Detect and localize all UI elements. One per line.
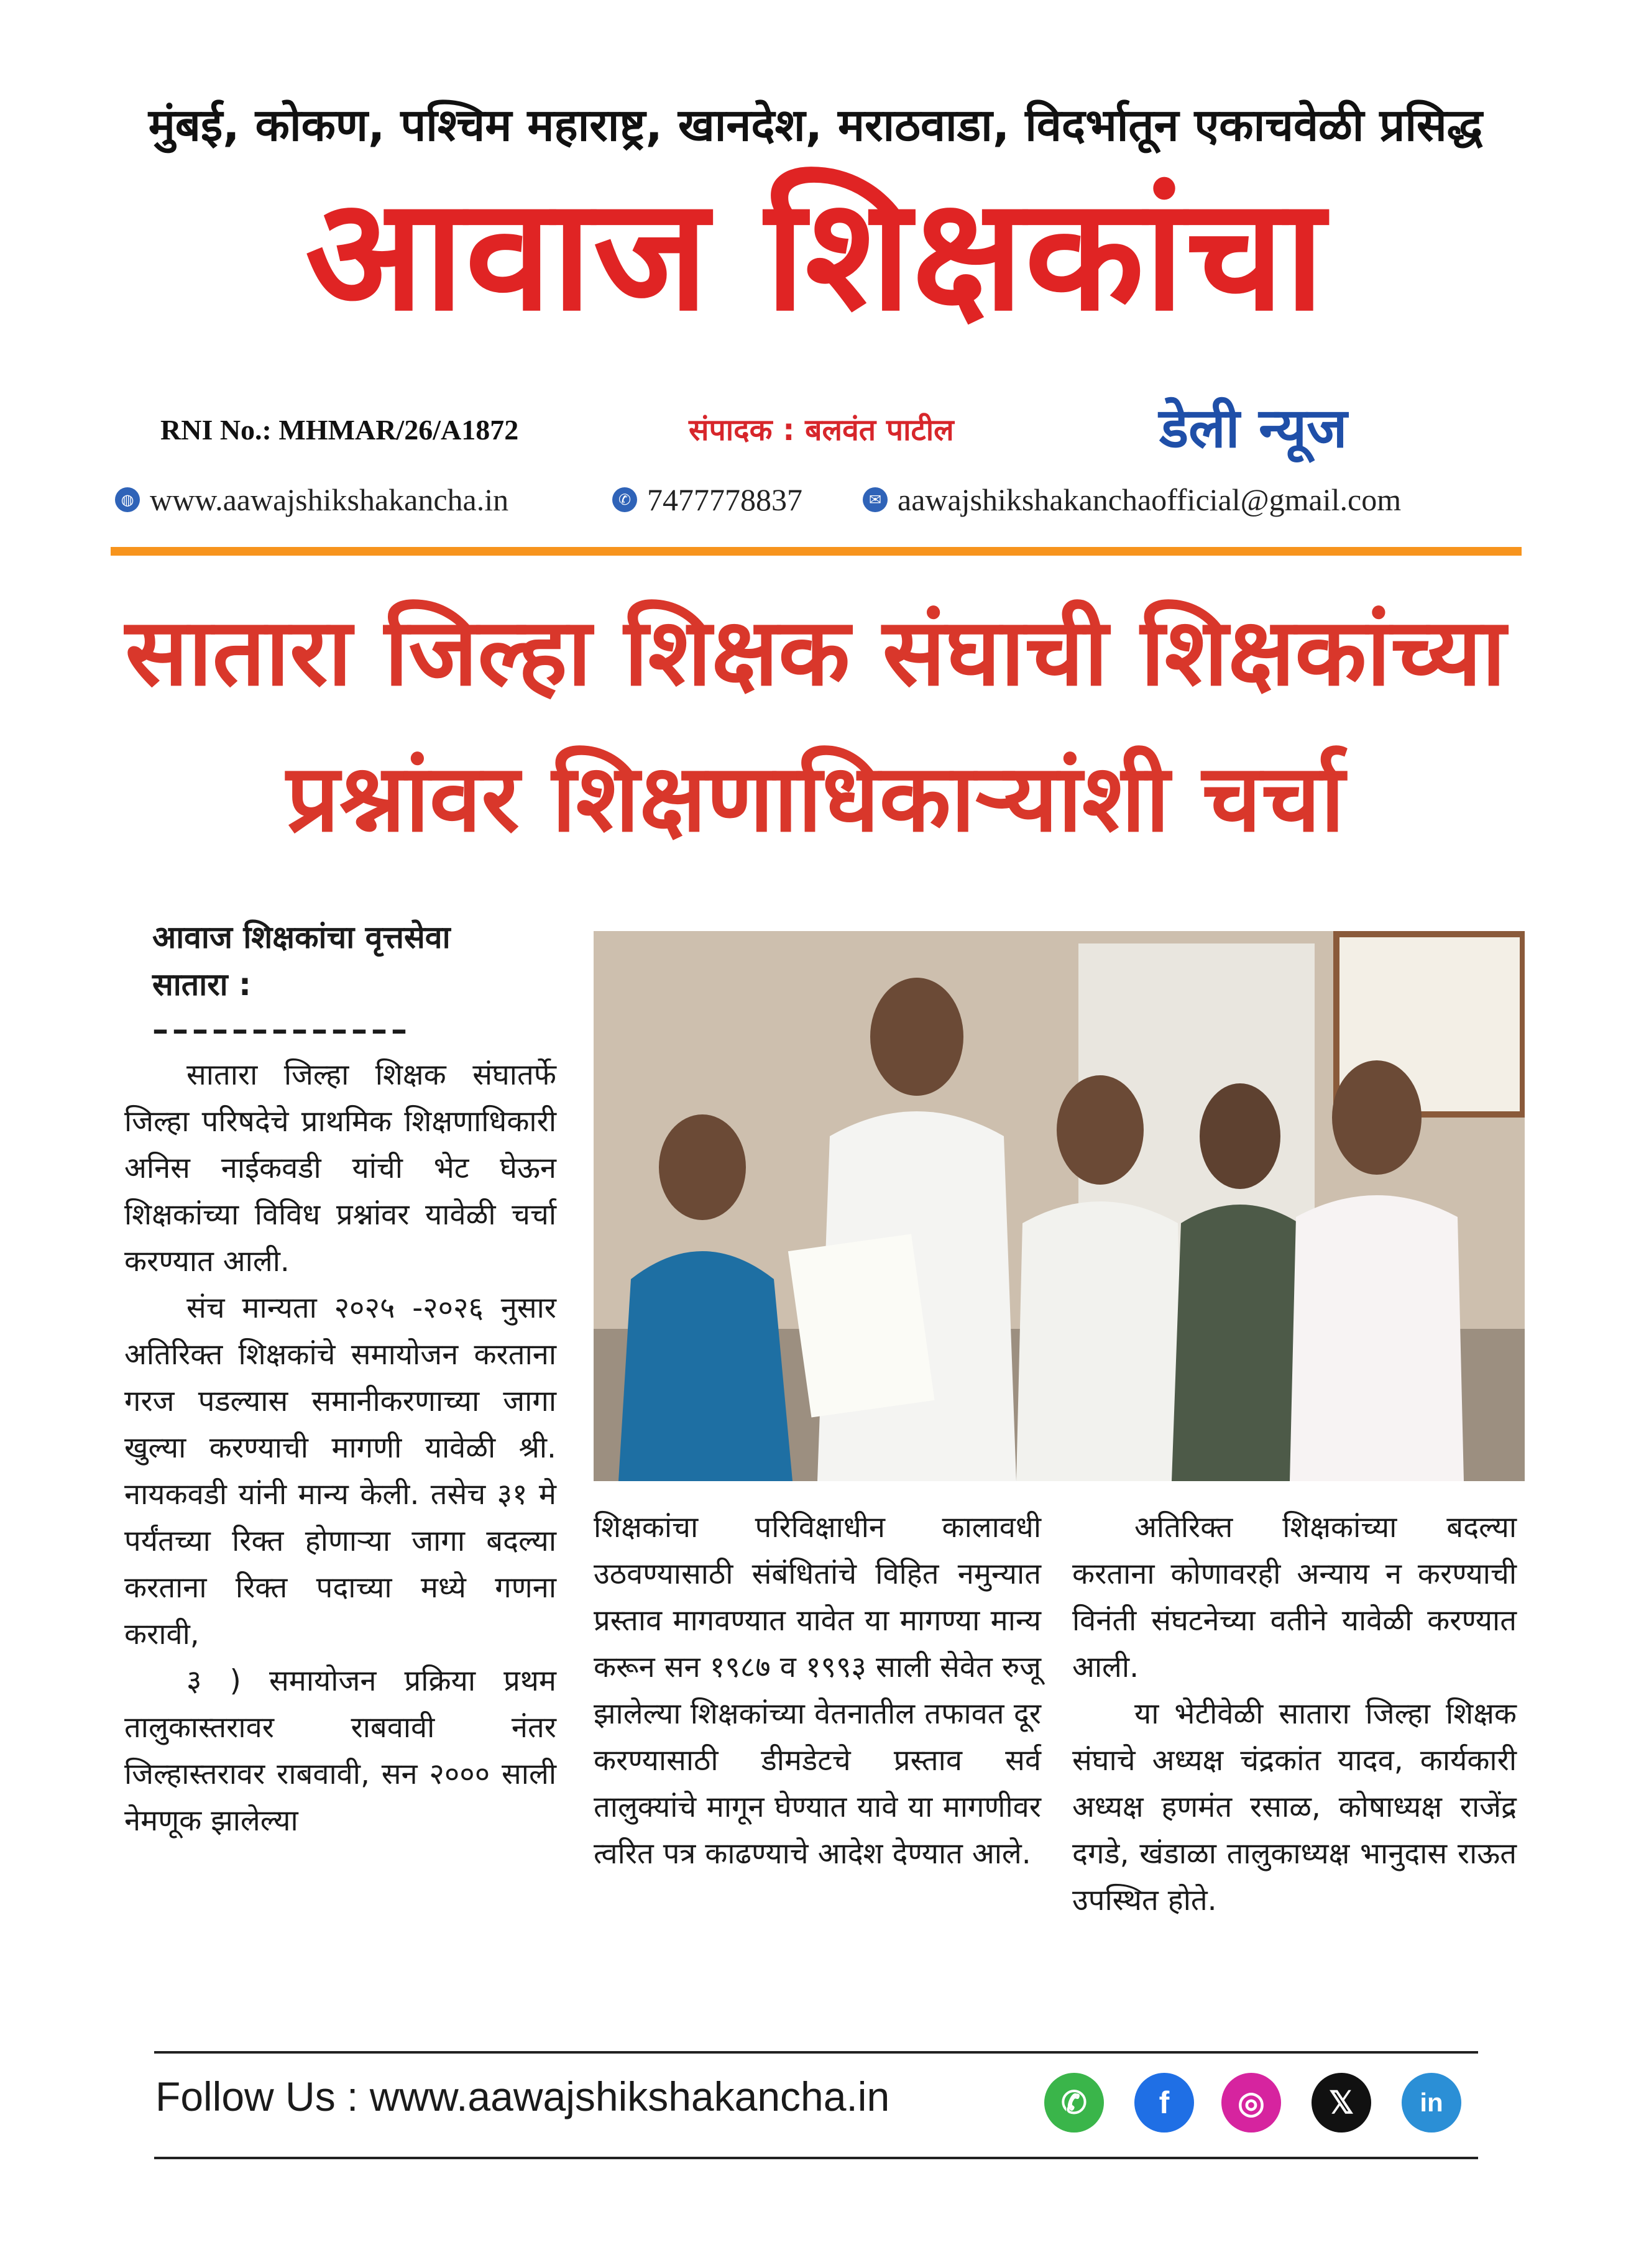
facebook-icon[interactable]: f bbox=[1134, 2073, 1194, 2133]
footer-bottom-rule bbox=[154, 2157, 1478, 2159]
editor-credit: संपादक : बलवंत पाटील bbox=[689, 413, 954, 448]
article-photo bbox=[594, 931, 1525, 1481]
instagram-icon[interactable]: ◎ bbox=[1221, 2073, 1281, 2133]
whatsapp-icon[interactable]: ✆ bbox=[1044, 2073, 1104, 2133]
headline-line-2: प्रश्नांवर शिक्षणाधिकाऱ्यांशी चर्चा bbox=[286, 745, 1345, 853]
byline-divider: ––––––––––––– bbox=[152, 1011, 411, 1049]
email-contact[interactable] bbox=[863, 482, 1401, 518]
footer-top-rule bbox=[154, 2051, 1478, 2054]
article-column-3 bbox=[1072, 1504, 1517, 1924]
rni-number: RNI No.: MHMAR/26/A1872 bbox=[160, 414, 519, 446]
article-paragraph: शिक्षकांचा परिविक्षाधीन कालावधी उठवण्यासाठी संबंधितांचे विहित नमुन्यात प्रस्ताव मागवण्यात यावेत या मागण्या मान्य करून सन १९८७ व १९९३ साली सेवेत रुजू झालेल्या शिक्षकांच्या वेतनातील तफावत दूर करण्यासाठी डीमडेटचे प्रस्ताव सर्व तालुक्यांचे मागून घेण्यात यावे या मागणीवर त्वरित पत्र काढण्याचे आदेश देण्यात आले. bbox=[594, 1510, 1041, 1871]
email-address[interactable]: aawajshikshakanchaofficial@gmail.com bbox=[898, 482, 1402, 517]
article-paragraph: ३ ) समायोजन प्रक्रिया प्रथम तालुकास्तरावर राबवावी नंतर जिल्हास्तरावर राबवावी, सन २००० साली नेमणूक झालेल्या bbox=[124, 1664, 556, 1838]
linkedin-icon[interactable]: in bbox=[1402, 2073, 1461, 2133]
article-paragraph: अतिरिक्त शिक्षकांच्या बदल्या करताना कोणावरही अन्याय न करण्याची विनंती संघटनेच्या वतीने यावेळी करण्यात आली. bbox=[1072, 1510, 1517, 1684]
phone-contact[interactable] bbox=[612, 482, 802, 518]
masthead-tagline: मुंबई, कोकण, पश्चिम महाराष्ट्र, खानदेश, मराठवाडा, विदर्भातून एकाचवेळी प्रसिद्ध bbox=[148, 99, 1483, 151]
article-paragraph: सातारा जिल्हा शिक्षक संघातर्फे जिल्हा परिषदेचे प्राथमिक शिक्षणाधिकारी अनिस नाईकवडी यांची भेट घेऊन शिक्षकांच्या विविध प्रश्नांवर यावेळी चर्चा करण्यात आली. bbox=[124, 1058, 556, 1279]
follow-us-text[interactable]: Follow Us : www.aawajshikshakancha.in bbox=[155, 2073, 890, 2119]
article-paragraph: या भेटीवेळी सातारा जिल्हा शिक्षक संघाचे अध्यक्ष चंद्रकांत यादव, कार्यकारी अध्यक्ष हणमंत रसाळ, कोषाध्यक्ष राजेंद्र दगडे, खंडाळा तालुकाध्यक्ष भानुदास राऊत उपस्थित होते. bbox=[1072, 1697, 1517, 1917]
byline-agency: आवाज शिक्षकांचा वृत्तसेवा bbox=[152, 919, 451, 955]
website-link[interactable]: www.aawajshikshakancha.in bbox=[150, 482, 509, 517]
article-column-1 bbox=[124, 914, 556, 1844]
website-contact[interactable] bbox=[115, 482, 508, 518]
newspaper-title: आवाज शिक्षकांचा bbox=[305, 164, 1326, 345]
headline-line-1: सातारा जिल्हा शिक्षक संघाची शिक्षकांच्या bbox=[125, 599, 1506, 707]
article-paragraph: संच मान्यता २०२५ -२०२६ नुसार अतिरिक्त शिक्षकांचे समायोजन करताना गरज पडल्यास समानीकरणाच्या जागा खुल्या करण्याची मागणी यावेळी श्री. नायकवडी यांनी मान्य केली. तसेच ३१ मे पर्यंतच्या रिक्त होणाऱ्या जागा बदल्या करताना रिक्त पदाच्या मध्ये गणना करावी, bbox=[124, 1291, 556, 1651]
x-icon[interactable]: 𝕏 bbox=[1312, 2073, 1371, 2133]
phone-number[interactable]: 7477778837 bbox=[647, 482, 802, 517]
globe-icon: ◍ bbox=[115, 487, 140, 512]
article-column-2 bbox=[594, 1504, 1041, 1877]
daily-news-label: डेली न्यूज bbox=[1159, 396, 1348, 460]
phone-icon: ✆ bbox=[612, 487, 637, 512]
byline-place: सातारा : bbox=[152, 966, 252, 1003]
masthead-divider bbox=[111, 547, 1522, 556]
email-icon: ✉ bbox=[863, 487, 888, 512]
